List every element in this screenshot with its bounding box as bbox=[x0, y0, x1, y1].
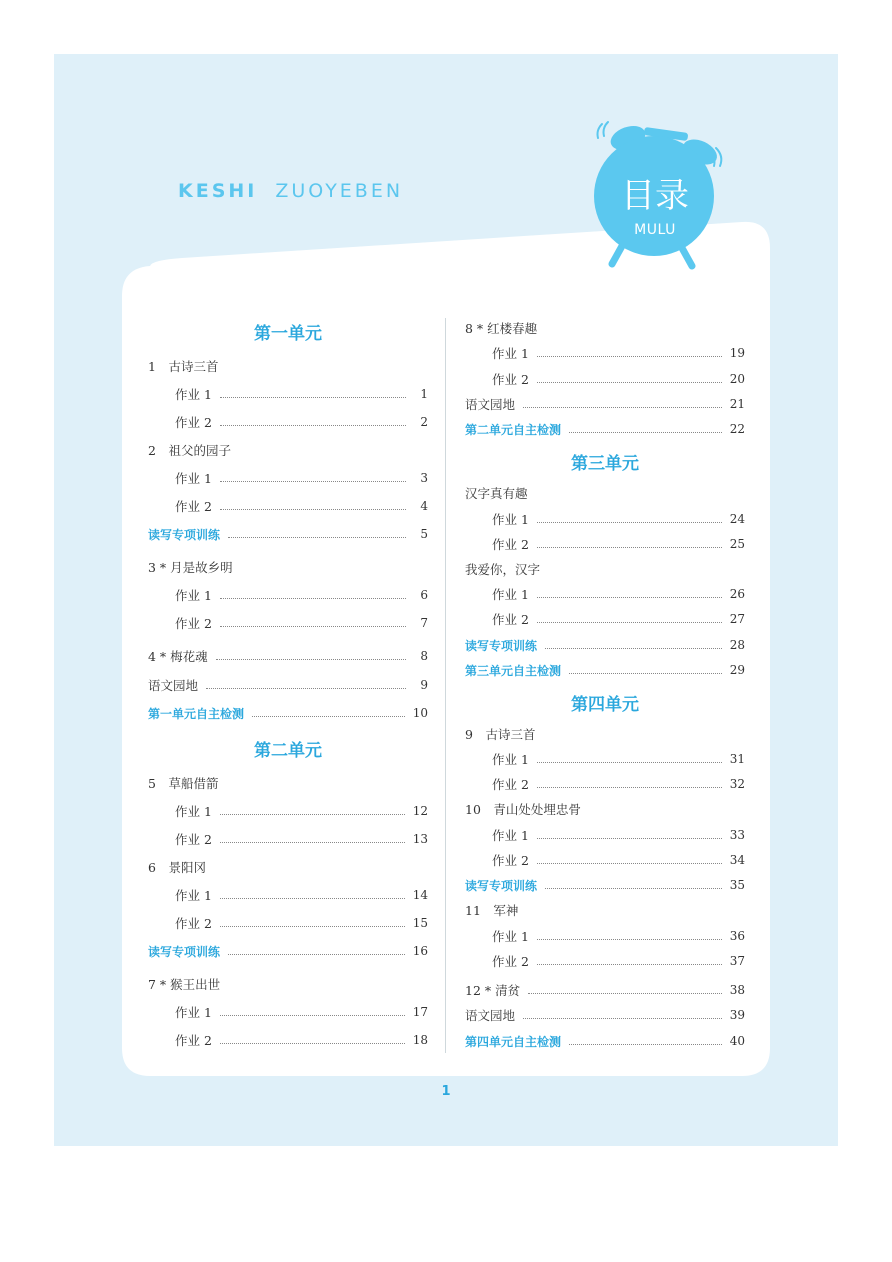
entry-page-number: 15 bbox=[412, 916, 428, 930]
toc-homework-entry[interactable] bbox=[175, 586, 428, 604]
toc-homework-entry[interactable] bbox=[492, 585, 745, 603]
entry-page-number: 6 bbox=[420, 588, 428, 602]
entry-label: 作业 1 bbox=[175, 804, 212, 819]
entry-page-number: 35 bbox=[729, 878, 745, 892]
entry-page-number: 40 bbox=[729, 1034, 745, 1048]
entry-label: 作业 2 bbox=[175, 916, 212, 931]
toc-homework-entry[interactable] bbox=[175, 802, 428, 820]
dot-leader bbox=[545, 648, 722, 649]
entry-page-number: 10 bbox=[412, 706, 428, 720]
entry-label: 作业 2 bbox=[492, 777, 529, 792]
dot-leader bbox=[537, 838, 722, 839]
entry-label: 第三单元自主检测 bbox=[465, 663, 562, 678]
dot-leader bbox=[537, 762, 722, 763]
entry-page-number: 8 bbox=[420, 649, 428, 663]
toc-section-entry[interactable] bbox=[465, 636, 745, 654]
toc-homework-entry[interactable] bbox=[492, 535, 745, 553]
toc-homework-entry[interactable] bbox=[175, 1003, 428, 1021]
lesson-title: 7 * 猴王出世 bbox=[148, 977, 221, 992]
dot-leader bbox=[220, 481, 406, 482]
toc-homework-entry[interactable] bbox=[492, 344, 745, 362]
entry-label: 4 * 梅花魂 bbox=[148, 649, 208, 664]
toc-section-entry[interactable] bbox=[148, 942, 428, 960]
lesson-title: 10 青山处处埋忠骨 bbox=[465, 802, 581, 817]
entry-page-number: 31 bbox=[729, 752, 745, 766]
toc-section-entry[interactable] bbox=[465, 1032, 745, 1050]
entry-page-number: 3 bbox=[420, 471, 428, 485]
entry-page-number: 19 bbox=[729, 346, 745, 360]
toc-section-entry[interactable] bbox=[148, 525, 428, 543]
entry-page-number: 36 bbox=[729, 929, 745, 943]
entry-page-number: 28 bbox=[729, 638, 745, 652]
clock-title: 目录 bbox=[621, 176, 689, 216]
dot-leader bbox=[569, 1044, 722, 1045]
toc-homework-entry[interactable] bbox=[492, 610, 745, 628]
entry-page-number: 34 bbox=[729, 853, 745, 867]
dot-leader bbox=[537, 863, 722, 864]
entry-page-number: 32 bbox=[729, 777, 745, 791]
entry-page-number: 38 bbox=[729, 983, 745, 997]
dot-leader bbox=[537, 382, 722, 383]
dot-leader bbox=[220, 1043, 405, 1044]
entry-page-number: 20 bbox=[729, 372, 745, 386]
entry-label: 12 * 清贫 bbox=[465, 983, 521, 998]
lesson-title: 8 * 红楼春趣 bbox=[465, 321, 538, 336]
toc-homework-entry[interactable] bbox=[175, 830, 428, 848]
toc-homework-entry[interactable] bbox=[492, 510, 745, 528]
entry-label: 作业 2 bbox=[175, 832, 212, 847]
dot-leader bbox=[220, 842, 405, 843]
toc-homework-entry[interactable] bbox=[175, 886, 428, 904]
clock-subtitle: MULU bbox=[634, 222, 676, 238]
dot-leader bbox=[228, 537, 406, 538]
entry-label: 作业 1 bbox=[175, 888, 212, 903]
entry-page-number: 18 bbox=[412, 1033, 428, 1047]
dot-leader bbox=[537, 522, 722, 523]
entry-page-number: 33 bbox=[729, 828, 745, 842]
dot-leader bbox=[537, 547, 722, 548]
toc-homework-entry[interactable] bbox=[175, 413, 428, 431]
entry-label: 作业 1 bbox=[175, 588, 212, 603]
entry-page-number: 5 bbox=[420, 527, 428, 541]
lesson-title: 1 古诗三首 bbox=[148, 359, 219, 374]
entry-page-number: 17 bbox=[412, 1005, 428, 1019]
entry-label: 作业 1 bbox=[175, 1005, 212, 1020]
toc-entry[interactable] bbox=[465, 395, 745, 413]
toc-section-entry[interactable] bbox=[465, 661, 745, 679]
lesson-title: 11 军神 bbox=[465, 903, 519, 918]
entry-page-number: 26 bbox=[729, 587, 745, 601]
entry-label: 语文园地 bbox=[465, 397, 516, 412]
entry-label: 作业 2 bbox=[175, 415, 212, 430]
dot-leader bbox=[537, 356, 722, 357]
entry-label: 作业 1 bbox=[492, 512, 529, 527]
dot-leader bbox=[228, 954, 405, 955]
lesson-title: 3 * 月是故乡明 bbox=[148, 560, 233, 575]
entry-page-number: 37 bbox=[729, 954, 745, 968]
entry-label: 第二单元自主检测 bbox=[465, 422, 562, 437]
dot-leader bbox=[523, 407, 722, 408]
dot-leader bbox=[220, 425, 406, 426]
toc-homework-entry[interactable] bbox=[175, 469, 428, 487]
entry-page-number: 9 bbox=[420, 678, 428, 692]
dot-leader bbox=[537, 787, 722, 788]
toc-homework-entry[interactable] bbox=[175, 385, 428, 403]
entry-label: 作业 2 bbox=[492, 853, 529, 868]
entry-page-number: 21 bbox=[729, 397, 745, 411]
toc-section-entry[interactable] bbox=[465, 876, 745, 894]
entry-label: 读写专项训练 bbox=[148, 527, 221, 542]
entry-page-number: 25 bbox=[729, 537, 745, 551]
lesson-title: 9 古诗三首 bbox=[465, 727, 536, 742]
unit-heading: 第三单元 bbox=[571, 454, 639, 474]
entry-label: 作业 2 bbox=[175, 499, 212, 514]
entry-page-number: 22 bbox=[729, 422, 745, 436]
entry-label: 作业 1 bbox=[175, 471, 212, 486]
lesson-title: 5 草船借箭 bbox=[148, 776, 219, 791]
brand-title bbox=[178, 180, 403, 202]
dot-leader bbox=[220, 926, 405, 927]
dot-leader bbox=[537, 964, 722, 965]
toc-section-entry[interactable] bbox=[148, 704, 428, 722]
entry-label: 第一单元自主检测 bbox=[148, 706, 245, 721]
column-divider bbox=[445, 318, 446, 1053]
toc-homework-entry[interactable] bbox=[175, 914, 428, 932]
toc-homework-entry[interactable] bbox=[175, 497, 428, 515]
entry-label: 作业 1 bbox=[492, 752, 529, 767]
entry-label: 作业 1 bbox=[492, 346, 529, 361]
entry-page-number: 24 bbox=[729, 512, 745, 526]
entry-page-number: 7 bbox=[420, 616, 428, 630]
dot-leader bbox=[220, 397, 406, 398]
dot-leader bbox=[220, 898, 405, 899]
entry-label: 作业 2 bbox=[492, 612, 529, 627]
entry-label: 作业 1 bbox=[175, 387, 212, 402]
dot-leader bbox=[220, 598, 406, 599]
toc-homework-entry[interactable] bbox=[175, 614, 428, 632]
toc-homework-entry[interactable] bbox=[492, 927, 745, 945]
entry-page-number: 39 bbox=[729, 1008, 745, 1022]
brand-part-2: ZUOYEBEN bbox=[275, 180, 404, 202]
dot-leader bbox=[545, 888, 722, 889]
entry-label: 第四单元自主检测 bbox=[465, 1034, 562, 1049]
dot-leader bbox=[537, 939, 722, 940]
toc-homework-entry[interactable] bbox=[492, 826, 745, 844]
dot-leader bbox=[206, 688, 406, 689]
dot-leader bbox=[569, 673, 722, 674]
entry-page-number: 4 bbox=[420, 499, 428, 513]
entry-label: 作业 1 bbox=[492, 587, 529, 602]
toc-section-entry[interactable] bbox=[465, 420, 745, 438]
lesson-title: 汉字真有趣 bbox=[465, 486, 528, 501]
toc-homework-entry[interactable] bbox=[492, 851, 745, 869]
toc-entry[interactable] bbox=[148, 676, 428, 694]
entry-label: 作业 2 bbox=[492, 372, 529, 387]
entry-label: 作业 1 bbox=[492, 828, 529, 843]
dot-leader bbox=[528, 993, 722, 994]
lesson-title: 我爱你，汉字 bbox=[465, 562, 541, 577]
entry-label: 读写专项训练 bbox=[465, 878, 538, 893]
toc-entry[interactable] bbox=[465, 981, 745, 999]
entry-page-number: 1 bbox=[420, 387, 428, 401]
unit-heading: 第二单元 bbox=[254, 741, 322, 761]
entry-label: 作业 2 bbox=[175, 616, 212, 631]
entry-page-number: 13 bbox=[412, 832, 428, 846]
dot-leader bbox=[216, 659, 406, 660]
entry-label: 读写专项训练 bbox=[465, 638, 538, 653]
entry-page-number: 2 bbox=[420, 415, 428, 429]
dot-leader bbox=[220, 814, 405, 815]
dot-leader bbox=[537, 622, 722, 623]
entry-label: 作业 2 bbox=[175, 1033, 212, 1048]
entry-label: 作业 2 bbox=[492, 537, 529, 552]
entry-page-number: 14 bbox=[412, 888, 428, 902]
toc-homework-entry[interactable] bbox=[175, 1031, 428, 1049]
entry-page-number: 16 bbox=[412, 944, 428, 958]
brand-part-1: KESHI bbox=[178, 180, 258, 202]
toc-homework-entry[interactable] bbox=[492, 952, 745, 970]
entry-label: 作业 1 bbox=[492, 929, 529, 944]
dot-leader bbox=[569, 432, 722, 433]
toc-homework-entry[interactable] bbox=[492, 370, 745, 388]
entry-label: 语文园地 bbox=[148, 678, 199, 693]
entry-label: 作业 2 bbox=[492, 954, 529, 969]
unit-heading: 第一单元 bbox=[254, 324, 322, 344]
lesson-title: 6 景阳冈 bbox=[148, 860, 206, 875]
toc-entry[interactable] bbox=[148, 647, 428, 665]
dot-leader bbox=[252, 716, 405, 717]
dot-leader bbox=[220, 509, 406, 510]
entry-page-number: 12 bbox=[412, 804, 428, 818]
unit-heading: 第四单元 bbox=[571, 695, 639, 715]
dot-leader bbox=[523, 1018, 722, 1019]
entry-label: 语文园地 bbox=[465, 1008, 516, 1023]
dot-leader bbox=[220, 1015, 405, 1016]
entry-page-number: 27 bbox=[729, 612, 745, 626]
dot-leader bbox=[220, 626, 406, 627]
dot-leader bbox=[537, 597, 722, 598]
toc-homework-entry[interactable] bbox=[492, 750, 745, 768]
entry-label: 读写专项训练 bbox=[148, 944, 221, 959]
lesson-title: 2 祖父的园子 bbox=[148, 443, 231, 458]
page-number: 1 bbox=[441, 1084, 451, 1099]
entry-page-number: 29 bbox=[729, 663, 745, 677]
toc-homework-entry[interactable] bbox=[492, 775, 745, 793]
toc-entry[interactable] bbox=[465, 1006, 745, 1024]
